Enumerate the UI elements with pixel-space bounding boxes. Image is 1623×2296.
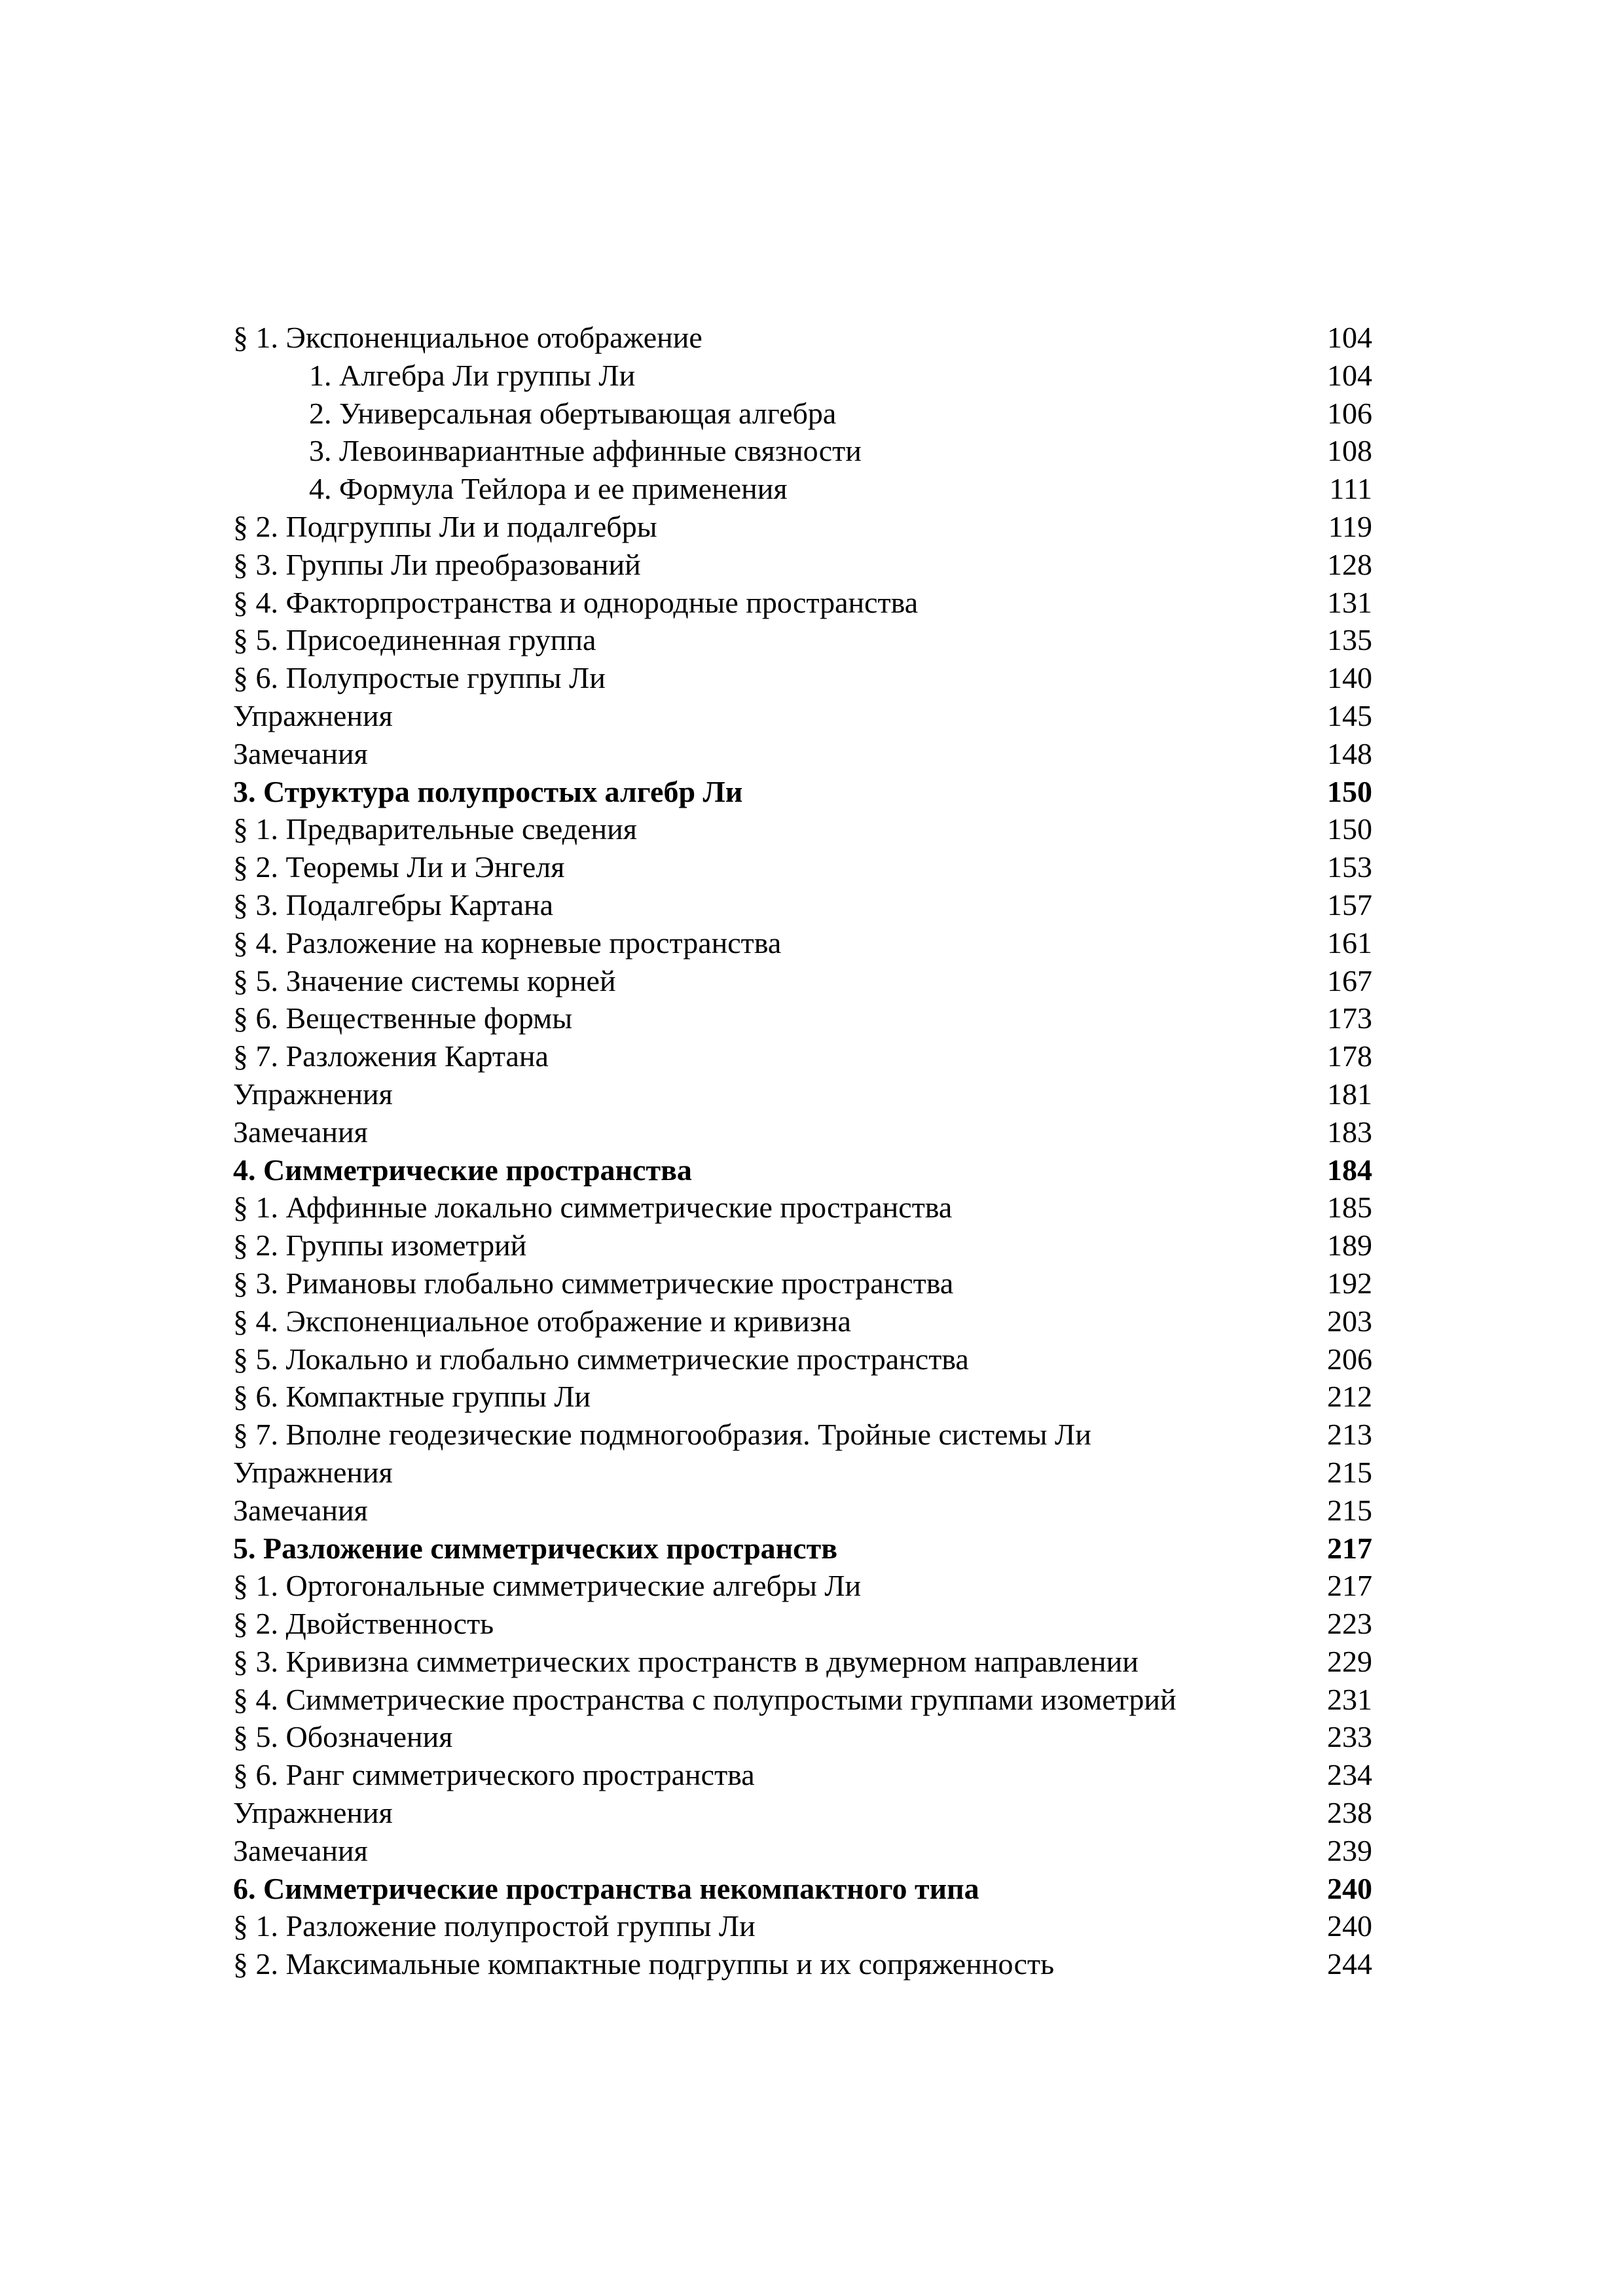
toc-entry bbox=[233, 357, 1372, 395]
toc-entry-page: 108 bbox=[1327, 434, 1372, 468]
toc-entry bbox=[233, 1492, 1372, 1530]
toc-entry-page: 217 bbox=[1327, 1531, 1372, 1565]
toc-entry-page: 233 bbox=[1327, 1720, 1372, 1754]
toc-chapter-heading bbox=[233, 1530, 1372, 1568]
toc-entry bbox=[233, 999, 1372, 1037]
toc-entry-page: 244 bbox=[1327, 1947, 1372, 1981]
toc-entry bbox=[233, 1340, 1372, 1378]
toc-entry-title: § 1. Экспоненциальное отображение bbox=[233, 321, 702, 354]
toc-entry bbox=[233, 1945, 1372, 1983]
toc-entry-page: 131 bbox=[1327, 585, 1372, 619]
toc-entry-title: § 1. Ортогональные симметрические алгебры Ли bbox=[233, 1569, 862, 1603]
toc-entry-page: 229 bbox=[1327, 1644, 1372, 1678]
toc-entry bbox=[233, 1718, 1372, 1756]
toc-entry-title: § 6. Вещественные формы bbox=[233, 1001, 573, 1035]
toc-entry bbox=[233, 924, 1372, 962]
toc-entry bbox=[233, 1113, 1372, 1151]
toc-entry bbox=[233, 886, 1372, 924]
toc-entry-page: 212 bbox=[1327, 1380, 1372, 1414]
toc-entry bbox=[233, 848, 1372, 886]
toc-entry-title: § 5. Присоединенная группа bbox=[233, 623, 596, 657]
toc-entry-page: 178 bbox=[1327, 1039, 1372, 1073]
toc-entry-title: § 2. Теоремы Ли и Энгеля bbox=[233, 850, 565, 884]
toc-entry-title: § 2. Максимальные компактные подгруппы и их сопряженность bbox=[233, 1947, 1055, 1981]
toc-entry bbox=[233, 584, 1372, 622]
toc-entry-page: 153 bbox=[1327, 850, 1372, 884]
toc-entry-page: 135 bbox=[1327, 623, 1372, 657]
toc-entry-title: § 5. Обозначения bbox=[233, 1720, 453, 1754]
toc-entry bbox=[233, 1832, 1372, 1870]
toc-entry bbox=[233, 735, 1372, 773]
toc-entry-title: § 4. Симметрические пространства с полупростыми группами изометрий bbox=[233, 1682, 1176, 1716]
toc-entry-page: 173 bbox=[1327, 1001, 1372, 1035]
toc-entry bbox=[233, 319, 1372, 357]
toc-entry-title: § 3. Римановы глобально симметрические пространства bbox=[233, 1266, 954, 1300]
toc-entry-page: 189 bbox=[1327, 1229, 1372, 1263]
toc-entry bbox=[233, 697, 1372, 735]
toc-entry bbox=[233, 1454, 1372, 1492]
toc-entry bbox=[233, 1605, 1372, 1643]
toc-entry-title: § 3. Группы Ли преобразований bbox=[233, 547, 641, 581]
toc-entry-page: 167 bbox=[1327, 963, 1372, 997]
toc-entry-title: Упражнения bbox=[233, 1077, 393, 1111]
toc-entry-page: 140 bbox=[1327, 661, 1372, 695]
toc-entry-page: 239 bbox=[1327, 1833, 1372, 1867]
toc-entry-title: § 4. Экспоненциальное отображение и кривизна bbox=[233, 1304, 851, 1338]
toc-entry-title: § 5. Значение системы корней bbox=[233, 963, 616, 997]
toc-entry-title: 2. Универсальная обертывающая алгебра bbox=[309, 396, 837, 430]
toc-entry-title: Замечания bbox=[233, 1115, 368, 1149]
toc-entry-page: 104 bbox=[1327, 321, 1372, 354]
toc-entry-title: § 4. Факторпространства и однородные пространства bbox=[233, 585, 919, 619]
toc-entry-title: Замечания bbox=[233, 1493, 368, 1527]
toc-entry-page: 215 bbox=[1327, 1493, 1372, 1527]
toc-entry-title: § 3. Кривизна симметрических пространств в двумерном направлении bbox=[233, 1644, 1139, 1678]
toc-entry-title: § 5. Локально и глобально симметрические пространства bbox=[233, 1342, 969, 1376]
toc-entry-title: 4. Формула Тейлора и ее применения bbox=[309, 472, 788, 506]
toc-entry-page: 192 bbox=[1327, 1266, 1372, 1300]
toc-entry-page: 223 bbox=[1327, 1607, 1372, 1641]
toc-entry-title: § 3. Подалгебры Картана bbox=[233, 888, 554, 922]
toc-entry bbox=[233, 1302, 1372, 1340]
toc-entry-page: 203 bbox=[1327, 1304, 1372, 1338]
toc-entry-title: Замечания bbox=[233, 736, 368, 770]
toc-entry-page: 215 bbox=[1327, 1455, 1372, 1489]
toc-entry-title: § 6. Компактные группы Ли bbox=[233, 1380, 591, 1414]
toc-entry-page: 104 bbox=[1327, 358, 1372, 392]
toc-entry-page: 181 bbox=[1327, 1077, 1372, 1111]
toc-entry bbox=[233, 1681, 1372, 1719]
toc-entry-title: Замечания bbox=[233, 1833, 368, 1867]
toc-entry-title: § 2. Подгруппы Ли и подалгебры bbox=[233, 509, 657, 543]
toc-entry-page: 185 bbox=[1327, 1191, 1372, 1225]
toc-entry-page: 145 bbox=[1327, 698, 1372, 732]
toc-entry bbox=[233, 1756, 1372, 1794]
toc-chapter-heading bbox=[233, 1870, 1372, 1908]
toc-entry bbox=[233, 1265, 1372, 1302]
toc-entry-page: 119 bbox=[1328, 509, 1372, 543]
toc-chapter-heading bbox=[233, 1151, 1372, 1189]
toc-entry-title: § 1. Предварительные сведения bbox=[233, 812, 637, 846]
toc-entry-page: 128 bbox=[1327, 547, 1372, 581]
toc-entry-page: 238 bbox=[1327, 1796, 1372, 1830]
toc-entry-title: § 2. Двойственность bbox=[233, 1607, 494, 1641]
toc-entry-page: 148 bbox=[1327, 736, 1372, 770]
toc-entry bbox=[233, 1378, 1372, 1416]
toc-entry bbox=[233, 1643, 1372, 1681]
toc-entry bbox=[233, 659, 1372, 697]
toc-entry-page: 106 bbox=[1327, 396, 1372, 430]
toc-entry bbox=[233, 1567, 1372, 1605]
toc-entry-title: § 2. Группы изометрий bbox=[233, 1229, 527, 1263]
toc-entry bbox=[233, 508, 1372, 546]
toc-entry-title: 1. Алгебра Ли группы Ли bbox=[309, 358, 636, 392]
toc-entry-title: Упражнения bbox=[233, 1796, 393, 1830]
toc-entry bbox=[233, 621, 1372, 659]
toc-entry-title: § 6. Полупростые группы Ли bbox=[233, 661, 606, 695]
toc-entry bbox=[233, 470, 1372, 508]
toc-entry-title: 3. Структура полупростых алгебр Ли bbox=[233, 774, 743, 808]
toc-entry-title: Упражнения bbox=[233, 1455, 393, 1489]
toc-entry-page: 150 bbox=[1327, 774, 1372, 808]
toc-entry bbox=[233, 546, 1372, 584]
toc-entry-page: 184 bbox=[1327, 1153, 1372, 1187]
toc-entry bbox=[233, 1075, 1372, 1113]
toc-entry-title: § 6. Ранг симметрического пространства bbox=[233, 1758, 755, 1792]
toc-entry-page: 240 bbox=[1327, 1909, 1372, 1943]
toc-entry-title: 5. Разложение симметрических пространств bbox=[233, 1531, 838, 1565]
toc-entry bbox=[233, 1189, 1372, 1227]
toc-entry bbox=[233, 1907, 1372, 1945]
toc-entry-page: 111 bbox=[1329, 472, 1372, 506]
toc-entry-page: 150 bbox=[1327, 812, 1372, 846]
toc-entry-title: 6. Симметрические пространства некомпактного типа bbox=[233, 1871, 979, 1905]
toc-entry-page: 234 bbox=[1327, 1758, 1372, 1792]
toc-entry-page: 240 bbox=[1327, 1871, 1372, 1905]
toc-entry-title: 3. Левоинвариантные аффинные связности bbox=[309, 434, 862, 468]
toc-entry bbox=[233, 432, 1372, 470]
table-of-contents bbox=[233, 319, 1372, 1983]
toc-entry-title: Упражнения bbox=[233, 698, 393, 732]
toc-entry-page: 157 bbox=[1327, 888, 1372, 922]
toc-entry bbox=[233, 1416, 1372, 1454]
toc-entry-page: 183 bbox=[1327, 1115, 1372, 1149]
toc-entry-page: 206 bbox=[1327, 1342, 1372, 1376]
toc-entry-page: 231 bbox=[1327, 1682, 1372, 1716]
toc-entry bbox=[233, 962, 1372, 1000]
toc-entry-page: 213 bbox=[1327, 1418, 1372, 1452]
toc-entry-title: § 1. Разложение полупростой группы Ли bbox=[233, 1909, 756, 1943]
toc-entry-title: § 4. Разложение на корневые пространства bbox=[233, 925, 782, 960]
toc-entry-title: § 7. Разложения Картана bbox=[233, 1039, 549, 1073]
toc-entry bbox=[233, 1037, 1372, 1075]
toc-entry bbox=[233, 1794, 1372, 1832]
toc-entry bbox=[233, 395, 1372, 433]
toc-entry-page: 217 bbox=[1327, 1569, 1372, 1603]
toc-entry-page: 161 bbox=[1327, 925, 1372, 960]
toc-chapter-heading bbox=[233, 773, 1372, 811]
toc-entry bbox=[233, 1227, 1372, 1265]
toc-entry-title: § 7. Вполне геодезические подмногообразия. Тройные системы Ли bbox=[233, 1418, 1091, 1452]
toc-entry bbox=[233, 810, 1372, 848]
toc-entry-title: § 1. Аффинные локально симметрические пространства bbox=[233, 1191, 953, 1225]
toc-entry-title: 4. Симметрические пространства bbox=[233, 1153, 692, 1187]
